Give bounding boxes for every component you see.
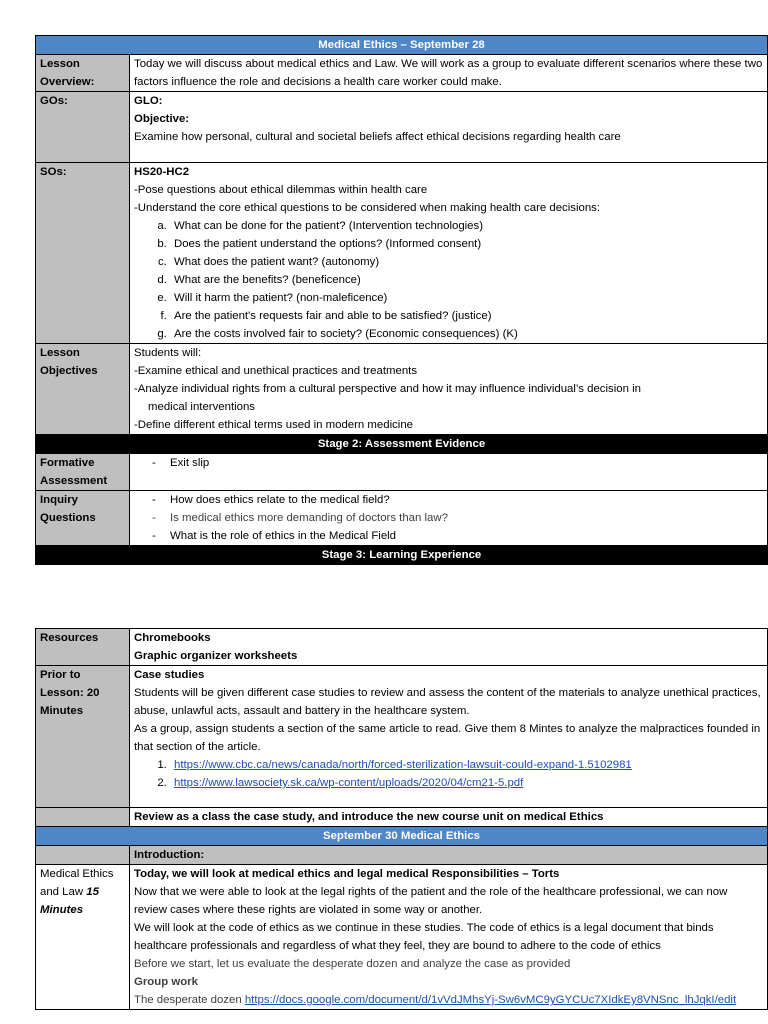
glo-label: GLO: (134, 95, 163, 107)
introduction-label-cell (36, 846, 130, 865)
medical-paragraph-3: Before we start, let us evaluate the desperate dozen and analyze the case as provided (134, 958, 571, 970)
stage-2-header: Stage 2: Assessment Evidence (36, 435, 768, 454)
lawsociety-article-link[interactable]: https://www.lawsociety.sk.ca/wp-content/uploads/2020/04/cm21-5.pdf (174, 777, 524, 789)
torts-heading: Today, we will look at medical ethics and legal medical Responsibilities – Torts (134, 868, 560, 880)
list-item: - Is medical ethics more demanding of doctors than law? (152, 509, 763, 527)
prior-label: Prior to Lesson: 20 Minutes (36, 666, 130, 808)
medical-paragraph-1: Now that we were able to look at the legal rights of the patient and the role of the healthcare professional, we can now review cases where these rights are violated in some way or another. (134, 886, 728, 916)
sos-cell (130, 163, 768, 344)
objectives-line-2b: medical interventions (148, 401, 255, 413)
list-item: b. Does the patient understand the options? (Informed consent) (170, 235, 763, 253)
formative-cell (130, 454, 768, 491)
group-work-heading: Group work (134, 976, 198, 988)
gos-text: Examine how personal, cultural and societal beliefs affect ethical decisions regarding health care (134, 131, 621, 143)
lesson-overview-label: Lesson Overview: (36, 55, 130, 92)
gos-cell (130, 92, 768, 163)
objective-label: Objective: (134, 113, 190, 125)
stage-3-header: Stage 3: Learning Experience (36, 546, 768, 565)
list-item: d. What are the benefits? (beneficence) (170, 271, 763, 289)
desperate-dozen-label: The desperate dozen (134, 994, 242, 1006)
list-item: c. What does the patient want? (autonomy) (170, 253, 763, 271)
table1-title: Medical Ethics – September 28 (36, 36, 768, 55)
list-item (170, 756, 763, 774)
list-item: - Exit slip (152, 454, 763, 472)
resources-cell (130, 629, 768, 666)
case-studies-heading: Case studies (134, 669, 205, 681)
formative-label: Formative Assessment (36, 454, 130, 491)
resource-item: Chromebooks (134, 632, 211, 644)
objectives-line-3: -Define different ethical terms used in modern medicine (134, 419, 413, 431)
lesson-objectives-label: Lesson Objectives (36, 344, 130, 435)
sos-label: SOs: (36, 163, 130, 344)
resources-label: Resources (36, 629, 130, 666)
inquiry-label: Inquiry Questions (36, 491, 130, 546)
lesson-plan-table-1 (35, 35, 768, 565)
september-30-header: September 30 Medical Ethics (36, 827, 768, 846)
list-item: f. Are the patient's requests fair and able to be satisfied? (justice) (170, 307, 763, 325)
list-item: - How does ethics relate to the medical field? (152, 491, 763, 509)
ethical-questions-list (134, 217, 763, 343)
prior-paragraph-1: Students will be given different case studies to review and assess the content of the materials to analyze unethical practices, abuse, unlawful acts, assault and battery in the healthcare system. (134, 687, 761, 717)
sos-line-2: -Understand the core ethical questions to be considered when making health care decisions: (134, 202, 601, 214)
medical-ethics-label-text: Medical Ethics and Law (40, 868, 114, 898)
medical-ethics-minutes-unit: Minutes (40, 904, 84, 916)
prior-cell (130, 666, 768, 808)
formative-list (134, 454, 763, 472)
desperate-dozen-link[interactable]: https://docs.google.com/document/d/1vVdJMhsYj-Sw6vMC9yGYCUc7XIdkEy8VNSnc_lhJqkI/edit (244, 994, 737, 1006)
list-item: e. Will it harm the patient? (non-maleficence) (170, 289, 763, 307)
inquiry-cell (130, 491, 768, 546)
prior-paragraph-2: As a group, assign students a section of the same article to read. Give them 8 Mintes to analyze the malpractices founded in that section of the article. (134, 723, 761, 753)
resource-item: Graphic organizer worksheets (134, 650, 298, 662)
list-item: - What is the role of ethics in the Medical Field (152, 527, 763, 545)
article-links-list (134, 756, 763, 792)
lesson-overview-text: Today we will discuss about medical ethics and Law. We will work as a group to evaluate different scenarios where these two factors influence the role and decisions a health care worker could make. (130, 55, 768, 92)
cbc-article-link[interactable]: https://www.cbc.ca/news/canada/north/forced-sterilization-lawsuit-could-expand-1.5102981 (174, 759, 632, 771)
medical-ethics-minutes-value: 15 (86, 886, 99, 898)
review-label-cell (36, 808, 130, 827)
desperate-dozen-line (134, 991, 763, 1009)
list-item: a. What can be done for the patient? (Intervention technologies) (170, 217, 763, 235)
sos-line-1: -Pose questions about ethical dilemmas within health care (134, 184, 428, 196)
review-text: Review as a class the case study, and introduce the new course unit on medical Ethics (130, 808, 768, 827)
objectives-intro: Students will: (134, 347, 202, 359)
objectives-line-2a: -Analyze individual rights from a cultural perspective and how it may influence individual’s decision in (134, 383, 641, 395)
medical-ethics-cell (130, 865, 768, 1010)
inquiry-list (134, 491, 763, 545)
sos-code: HS20-HC2 (134, 166, 190, 178)
gos-label: GOs: (36, 92, 130, 163)
objectives-line-1: -Examine ethical and unethical practices and treatments (134, 365, 418, 377)
list-item (170, 774, 763, 792)
medical-ethics-label (36, 865, 130, 1010)
introduction-header: Introduction: (130, 846, 768, 865)
lesson-plan-table-2 (35, 628, 768, 1010)
lesson-objectives-cell (130, 344, 768, 435)
medical-paragraph-2: We will look at the code of ethics as we continue in these studies. The code of ethics is a legal document that binds healthcare professionals and regardless of what they feel, they are bound to adhere to the code of ethics (134, 922, 714, 952)
list-item: g. Are the costs involved fair to society? (Economic consequences) (K) (170, 325, 763, 343)
